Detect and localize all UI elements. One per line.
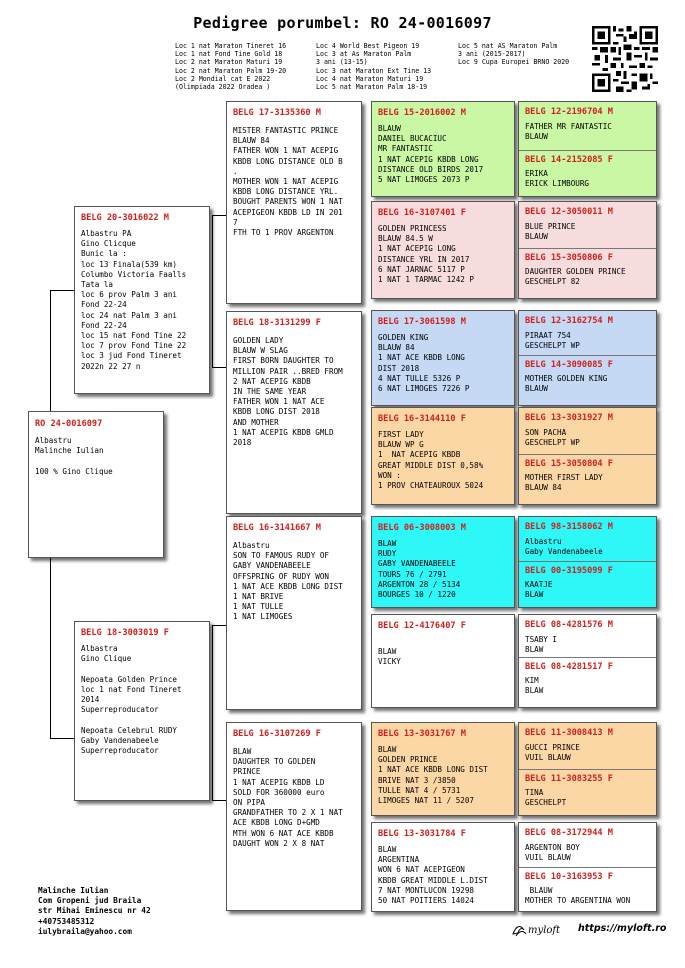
grandparent-card[interactable] <box>226 516 362 710</box>
details: ARGENTON BOY VUIL BLAUW <box>525 843 580 863</box>
owner-contact: Malinche Iulian Com Gropeni jud Braila str Mihai Eminescu nr 42 +40753485312 iulybraila@yahoo.com <box>38 886 151 936</box>
connector-line <box>50 290 74 291</box>
achievements-col-2: Loc 4 World Best Pigeon 19 Loc 3 at As Maraton Palm 3 ani (13-15) Loc 3 nat Maraton Ext Tine 13 Loc 4 nat Maraton Maturi 19 Loc 5 nat Maraton Palm 18-19 <box>316 42 432 92</box>
grandparent-card[interactable] <box>226 722 362 911</box>
great-great-grandparent-sire[interactable] <box>519 202 656 248</box>
ring-number: BELG 15-3050806 F <box>525 253 613 263</box>
achievements-col-3: Loc 5 nat AS Maraton Palm 3 ani (2015-2017) Loc 9 Cupa Europei BRNO 2020 <box>458 42 570 67</box>
connector-line <box>50 290 51 411</box>
great-great-grandparent-pair <box>518 101 657 197</box>
ring-number: BELG 08-3172944 M <box>525 828 613 838</box>
grandparent-details: Albastru SON TO FAMOUS RUDY OF GABY VANDENABEELE OFFSPRING OF RUDY WON 1 NAT ACE KBDB LONG DIST 1 NAT BRIVE 1 NAT TULLE 1 NAT LIMOGES <box>233 541 343 622</box>
details: BLUE PRINCE BLAUW <box>525 222 576 242</box>
connector-line <box>212 367 226 368</box>
great-great-grandparent-dam[interactable] <box>519 151 656 197</box>
sire-card[interactable] <box>74 206 210 394</box>
great-great-grandparent-dam[interactable] <box>519 658 656 708</box>
ring-number: BELG 15-3050804 F <box>525 459 613 469</box>
great-grandparent-card[interactable] <box>371 407 515 505</box>
details: TINA GESCHELPT <box>525 788 567 808</box>
great-great-grandparent-dam[interactable] <box>519 868 656 912</box>
great-great-grandparent-dam[interactable] <box>519 562 656 608</box>
great-grandparent-ring-number: BELG 15-2016002 M <box>378 108 466 118</box>
great-great-grandparent-pair <box>518 516 657 608</box>
great-great-grandparent-pair <box>518 614 657 708</box>
details: MOTHER GOLDEN KING BLAUW <box>525 374 608 394</box>
great-great-grandparent-pair <box>518 407 657 505</box>
ring-number: BELG 12-2196704 M <box>525 107 613 117</box>
great-great-grandparent-sire[interactable] <box>519 102 656 150</box>
great-great-grandparent-pair <box>518 822 657 912</box>
ring-number: BELG 08-4281576 M <box>525 620 613 630</box>
great-grandparent-ring-number: BELG 16-3144110 F <box>378 414 466 424</box>
details: KAATJE BLAW <box>525 580 553 600</box>
grandparent-ring-number: BELG 17-3135360 M <box>233 108 321 118</box>
great-grandparent-ring-number: BELG 06-3008003 M <box>378 523 466 533</box>
dam-ring-number: BELG 18-3003019 F <box>81 628 169 638</box>
connector-line <box>212 625 226 626</box>
great-grandparent-details: BLAW ARGENTINA WON 6 NAT ACEPIGEON KBDB GREAT MIDDLE L.DIST 7 NAT MONTLUCON 19298 50 NAT POITIERS 14024 <box>378 845 488 906</box>
connector-line <box>212 215 226 216</box>
details: KIM BLAW <box>525 676 544 696</box>
great-great-grandparent-sire[interactable] <box>519 311 656 355</box>
subject-details: Albastru Malinche Iulian 100 % Gino Clique <box>35 436 113 476</box>
great-great-grandparent-sire[interactable] <box>519 517 656 561</box>
great-grandparent-details: BLAW GOLDEN PRINCE 1 NAT ACE KBDB LONG DIST BRIVE NAT 3 /3850 TULLE NAT 4 / 5731 LIMOGES NAT 11 / 5207 <box>378 745 488 806</box>
grandparent-ring-number: BELG 18-3131299 F <box>233 318 321 328</box>
great-grandparent-details: BLAW VICKY <box>378 647 401 667</box>
details: PIRAAT 754 GESCHELPT WP <box>525 331 580 351</box>
great-grandparent-ring-number: BELG 16-3107401 F <box>378 208 466 218</box>
great-grandparent-card[interactable] <box>371 614 515 708</box>
great-grandparent-card[interactable] <box>371 201 515 299</box>
grandparent-ring-number: BELG 16-3141667 M <box>233 523 321 533</box>
great-grandparent-card[interactable] <box>371 310 515 406</box>
connector-line <box>212 215 213 367</box>
connector-line <box>212 800 226 801</box>
details: FATHER MR FANTASTIC BLAUW <box>525 122 612 142</box>
great-great-grandparent-dam[interactable] <box>519 455 656 505</box>
ring-number: BELG 14-2152085 F <box>525 155 613 165</box>
achievements-col-1: Loc 1 nat Maraton Tineret 16 Loc 1 nat Fond Tine Gold 18 Loc 2 nat Maraton Maturi 19 Loc 2 nat Maraton Palm 19-20 Loc 2 Mondial cat E 2022 (Olimpiada 2022 Oradea ) <box>175 42 287 92</box>
great-great-grandparent-sire[interactable] <box>519 723 656 769</box>
great-great-grandparent-sire[interactable] <box>519 615 656 657</box>
connector-line <box>50 738 74 739</box>
ring-number: BELG 11-3083255 F <box>525 774 613 784</box>
details: SON PACHA GESCHELPT WP <box>525 428 580 448</box>
great-grandparent-details: BLAUW DANIEL BUCACIUC MR FANTASTIC 1 NAT ACEPIG KBDB LONG DISTANCE OLD BIRDS 2017 5 NAT LIMOGES 2073 P <box>378 124 484 185</box>
great-grandparent-details: GOLDEN PRINCESS BLAUW 84.5 W 1 NAT ACEPIG LONG DISTANCE YRL IN 2017 6 NAT JARNAC 5117 P 1 NAT 1 TARMAC 1242 P <box>378 224 475 285</box>
website-link[interactable]: https://myloft.ro <box>578 923 667 934</box>
sire-ring-number: BELG 20-3016022 M <box>81 213 169 223</box>
great-grandparent-details: GOLDEN KING BLAUW 84 1 NAT ACE KBDB LONG DIST 2018 4 NAT TULLE 5326 P 6 NAT LIMOGES 7226 P <box>378 333 470 394</box>
great-great-grandparent-pair <box>518 310 657 406</box>
ring-number: BELG 12-3162754 M <box>525 316 613 326</box>
great-great-grandparent-dam[interactable] <box>519 770 656 816</box>
great-great-grandparent-sire[interactable] <box>519 823 656 867</box>
myloft-logo-icon <box>510 918 570 940</box>
grandparent-details: GOLDEN LADY BLAUW W SLAG FIRST BORN DAUGHTER TO MILLION PAIR ..BRED FROM 2 NAT ACEPIG KBDB IN THE SAME YEAR FATHER WON 1 NAT ACE KBDB LONG DIST 2018 AND MOTHER 1 NAT ACEPIG KBDB GMLD 2018 <box>233 336 343 448</box>
dam-card[interactable] <box>74 621 210 801</box>
details: MOTHER FIRST LADY BLAUW 84 <box>525 473 603 493</box>
ring-number: BELG 10-3163953 F <box>525 872 613 882</box>
subject-ring-number: RO 24-0016097 <box>35 419 103 429</box>
ring-number: BELG 98-3158062 M <box>525 522 613 532</box>
sire-details: Albastru PA Gino Clicque Bunic la : loc 13 Finala(539 km) Columbo Victoria Faalls Tata la loc 6 prov Palm 3 ani Fond 22-24 loc 24 nat Palm 3 ani Fond 22-24 loc 15 nat Fond Tine 22 loc 7 prov Fond Tine 22 loc 3 jud Fond Tineret 2022n 22 27 n <box>81 229 187 371</box>
great-grandparent-ring-number: BELG 12-4176407 F <box>378 621 466 631</box>
grandparent-card[interactable] <box>226 311 362 514</box>
great-great-grandparent-dam[interactable] <box>519 249 656 299</box>
grandparent-details: BLAW DAUGHTER TO GOLDEN PRINCE 1 NAT ACEPIG KBDB LD SOLD FOR 360000 euro ON PIPA GRANDFATHER TO 2 X 1 NAT ACE KBDB LONG D+GMD MTH WON 6 NAT ACE KBDB DAUGHT WON 2 X 8 NAT <box>233 747 343 848</box>
great-grandparent-card[interactable] <box>371 516 515 608</box>
great-great-grandparent-dam[interactable] <box>519 356 656 406</box>
details: ERIKA ERICK LIMBOURG <box>525 169 590 189</box>
ring-number: BELG 11-3008413 M <box>525 728 613 738</box>
great-grandparent-card[interactable] <box>371 822 515 912</box>
great-great-grandparent-sire[interactable] <box>519 408 656 454</box>
great-great-grandparent-pair <box>518 201 657 299</box>
details: TSABY I BLAW <box>525 635 558 655</box>
page-title: Pedigree porumbel: RO 24-0016097 <box>193 14 492 32</box>
great-grandparent-ring-number: BELG 17-3061598 M <box>378 317 466 327</box>
dam-details: Albastra Gino Clique Nepoata Golden Prince loc 1 nat Fond Tineret 2014 Superreproducator Nepoata Celebrul RUDY Gaby Vandenabeele Superreproducator <box>81 644 182 756</box>
great-great-grandparent-pair <box>518 722 657 816</box>
ring-number: BELG 14-3090085 F <box>525 360 613 370</box>
connector-line <box>212 625 213 800</box>
ring-number: BELG 13-3031927 M <box>525 413 613 423</box>
great-grandparent-card[interactable] <box>371 101 515 197</box>
grandparent-card[interactable] <box>226 101 362 304</box>
details: GUCCI PRINCE VUIL BLAUW <box>525 743 580 763</box>
great-grandparent-card[interactable] <box>371 722 515 816</box>
great-grandparent-ring-number: BELG 13-3031767 M <box>378 729 466 739</box>
details: BLAUW MOTHER TO ARGENTINA WON <box>525 886 631 906</box>
brand-name: myloft <box>528 925 561 936</box>
subject-card[interactable] <box>28 411 164 558</box>
grandparent-details: MISTER FANTASTIC PRINCE BLAUW 84 FATHER WON 1 NAT ACEPIG KBDB LONG DISTANCE OLD B . MOTHER WON 1 NAT ACEPIG KBDB LONG DISTANCE YRL. BOUGHT PARENTS WON 1 NAT ACEPIGEON KBDB LD IN 201 7 FTH TO 1 PROV ARGENTON <box>233 126 343 238</box>
ring-number: BELG 08-4281517 F <box>525 662 613 672</box>
details: DAUGHTER GOLDEN PRINCE GESCHELPT 82 <box>525 267 626 287</box>
great-grandparent-ring-number: BELG 13-3031784 F <box>378 829 466 839</box>
ring-number: BELG 00-3195099 F <box>525 566 613 576</box>
qr-code-icon <box>592 26 658 92</box>
great-grandparent-details: FIRST LADY BLAUW WP G 1 NAT ACEPIG KBDB GREAT MIDDLE DIST 0,58% WON : 1 PROV CHATEAUROUX 5024 <box>378 430 484 491</box>
connector-line <box>50 558 51 738</box>
details: Albastru Gaby Vandenabeele <box>525 537 603 557</box>
grandparent-ring-number: BELG 16-3107269 F <box>233 729 321 739</box>
ring-number: BELG 12-3050011 M <box>525 207 613 217</box>
great-grandparent-details: BLAW RUDY GABY VANDENABEELE TOURS 76 / 2791 ARGENTON 28 / 5134 BOURGES 10 / 1220 <box>378 539 461 600</box>
